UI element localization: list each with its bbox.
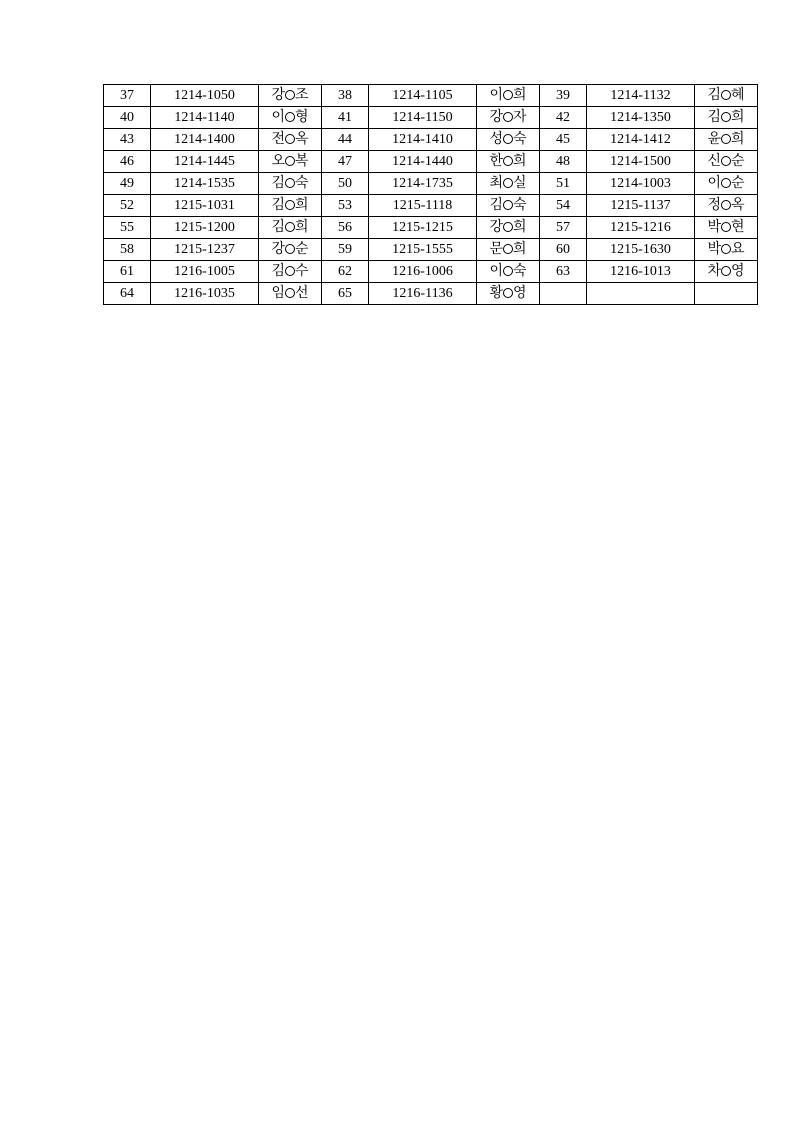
- redaction-circle-icon: [721, 134, 731, 144]
- cell-number: 54: [540, 195, 587, 217]
- cell-id: 1215-1137: [587, 195, 695, 217]
- cell-id: 1214-1105: [369, 85, 477, 107]
- cell-name: [695, 173, 758, 195]
- cell-number: 50: [322, 173, 369, 195]
- cell-number: 63: [540, 261, 587, 283]
- cell-name: [695, 151, 758, 173]
- name-surname: 정: [707, 197, 721, 213]
- redaction-circle-icon: [285, 112, 295, 122]
- cell-name: [259, 85, 322, 107]
- table-row: [104, 239, 758, 261]
- name-surname: 이: [489, 263, 503, 279]
- cell-id: 1216-1005: [151, 261, 259, 283]
- redaction-circle-icon: [503, 134, 513, 144]
- name-surname: 차: [707, 263, 721, 279]
- table-row: [104, 151, 758, 173]
- cell-number: 60: [540, 239, 587, 261]
- cell-name: [477, 283, 540, 305]
- redaction-circle-icon: [503, 200, 513, 210]
- redaction-circle-icon: [503, 156, 513, 166]
- cell-name: [259, 107, 322, 129]
- cell-id: 1215-1200: [151, 217, 259, 239]
- cell-name: [477, 217, 540, 239]
- cell-id: 1214-1140: [151, 107, 259, 129]
- cell-number: 64: [104, 283, 151, 305]
- name-surname: 이: [707, 175, 721, 191]
- name-given: 숙: [513, 263, 527, 279]
- name-given: 형: [295, 109, 309, 125]
- name-given: 희: [513, 87, 527, 103]
- name-surname: 한: [489, 153, 503, 169]
- cell-number: 46: [104, 151, 151, 173]
- cell-name: [477, 261, 540, 283]
- name-surname: 강: [271, 87, 285, 103]
- name-surname: 김: [271, 175, 285, 191]
- cell-name: [259, 195, 322, 217]
- redaction-circle-icon: [285, 200, 295, 210]
- cell-number: 61: [104, 261, 151, 283]
- name-surname: 오: [271, 153, 285, 169]
- participant-table-container: [103, 84, 751, 305]
- name-surname: 강: [271, 241, 285, 257]
- redaction-circle-icon: [503, 112, 513, 122]
- cell-number: 62: [322, 261, 369, 283]
- cell-id: 1214-1400: [151, 129, 259, 151]
- cell-name: [695, 217, 758, 239]
- name-surname: 전: [271, 131, 285, 147]
- cell-name: [695, 85, 758, 107]
- cell-id: 1214-1412: [587, 129, 695, 151]
- redaction-circle-icon: [285, 288, 295, 298]
- table-row: [104, 129, 758, 151]
- cell-id: 1214-1440: [369, 151, 477, 173]
- cell-name: [695, 261, 758, 283]
- cell-name: [695, 239, 758, 261]
- redaction-circle-icon: [503, 244, 513, 254]
- name-given: 희: [731, 109, 745, 125]
- cell-number: 45: [540, 129, 587, 151]
- cell-name: [259, 173, 322, 195]
- cell-id: 1216-1013: [587, 261, 695, 283]
- redaction-circle-icon: [285, 134, 295, 144]
- cell-id: 1215-1555: [369, 239, 477, 261]
- cell-name: [477, 173, 540, 195]
- redaction-circle-icon: [285, 266, 295, 276]
- cell-name: [695, 283, 758, 305]
- redaction-circle-icon: [721, 178, 731, 188]
- cell-name: [695, 195, 758, 217]
- cell-number: 49: [104, 173, 151, 195]
- cell-id: 1214-1050: [151, 85, 259, 107]
- name-given: 자: [513, 109, 527, 125]
- name-surname: 성: [489, 131, 503, 147]
- name-given: 수: [295, 263, 309, 279]
- name-given: 요: [731, 241, 745, 257]
- cell-id: 1215-1630: [587, 239, 695, 261]
- cell-number: 40: [104, 107, 151, 129]
- cell-number: 47: [322, 151, 369, 173]
- name-surname: 강: [489, 219, 503, 235]
- cell-name: [259, 239, 322, 261]
- cell-number: 41: [322, 107, 369, 129]
- redaction-circle-icon: [503, 222, 513, 232]
- table-row: [104, 85, 758, 107]
- redaction-circle-icon: [285, 222, 295, 232]
- name-surname: 김: [489, 197, 503, 213]
- name-given: 혜: [731, 87, 745, 103]
- name-given: 선: [295, 285, 309, 301]
- table-row: [104, 195, 758, 217]
- name-given: 희: [731, 131, 745, 147]
- redaction-circle-icon: [721, 156, 731, 166]
- name-given: 희: [295, 197, 309, 213]
- table-row: [104, 261, 758, 283]
- cell-name: [695, 129, 758, 151]
- name-surname: 박: [707, 219, 721, 235]
- name-surname: 신: [707, 153, 721, 169]
- cell-id: 1214-1500: [587, 151, 695, 173]
- name-given: 숙: [513, 197, 527, 213]
- cell-name: [695, 107, 758, 129]
- redaction-circle-icon: [503, 288, 513, 298]
- cell-id: 1214-1535: [151, 173, 259, 195]
- cell-id: 1216-1136: [369, 283, 477, 305]
- table-row: [104, 107, 758, 129]
- name-given: 순: [731, 153, 745, 169]
- cell-id: 1215-1216: [587, 217, 695, 239]
- name-given: 숙: [295, 175, 309, 191]
- name-given: 희: [513, 241, 527, 257]
- cell-number: 48: [540, 151, 587, 173]
- redaction-circle-icon: [721, 266, 731, 276]
- name-surname: 강: [489, 109, 503, 125]
- cell-name: [259, 261, 322, 283]
- name-given: 실: [513, 175, 527, 191]
- cell-id: 1214-1735: [369, 173, 477, 195]
- cell-id: 1215-1118: [369, 195, 477, 217]
- cell-number: 56: [322, 217, 369, 239]
- redaction-circle-icon: [285, 178, 295, 188]
- redaction-circle-icon: [721, 90, 731, 100]
- cell-name: [477, 129, 540, 151]
- name-surname: 임: [271, 285, 285, 301]
- table-row: [104, 283, 758, 305]
- cell-id: 1214-1003: [587, 173, 695, 195]
- cell-id: 1216-1035: [151, 283, 259, 305]
- redaction-circle-icon: [721, 244, 731, 254]
- cell-number: 38: [322, 85, 369, 107]
- name-given: 옥: [731, 197, 745, 213]
- redaction-circle-icon: [503, 178, 513, 188]
- cell-id: 1215-1215: [369, 217, 477, 239]
- cell-number: 37: [104, 85, 151, 107]
- name-surname: 김: [271, 219, 285, 235]
- name-surname: 윤: [707, 131, 721, 147]
- cell-number: 39: [540, 85, 587, 107]
- cell-number: 42: [540, 107, 587, 129]
- name-surname: 김: [271, 263, 285, 279]
- cell-name: [259, 283, 322, 305]
- cell-number: 59: [322, 239, 369, 261]
- name-given: 현: [731, 219, 745, 235]
- name-surname: 김: [271, 197, 285, 213]
- cell-name: [477, 85, 540, 107]
- cell-name: [477, 239, 540, 261]
- cell-number: 58: [104, 239, 151, 261]
- cell-number: 51: [540, 173, 587, 195]
- name-surname: 이: [271, 109, 285, 125]
- table-body: [104, 85, 758, 305]
- redaction-circle-icon: [721, 200, 731, 210]
- name-surname: 박: [707, 241, 721, 257]
- cell-name: [259, 217, 322, 239]
- table-row: [104, 173, 758, 195]
- name-surname: 문: [489, 241, 503, 257]
- cell-id: [587, 283, 695, 305]
- name-given: 순: [295, 241, 309, 257]
- name-given: 희: [513, 153, 527, 169]
- name-given: 순: [731, 175, 745, 191]
- name-given: 복: [295, 153, 309, 169]
- name-surname: 김: [707, 87, 721, 103]
- name-surname: 황: [489, 285, 503, 301]
- name-given: 조: [295, 87, 309, 103]
- redaction-circle-icon: [285, 244, 295, 254]
- name-surname: 최: [489, 175, 503, 191]
- cell-name: [259, 129, 322, 151]
- cell-name: [259, 151, 322, 173]
- cell-number: 43: [104, 129, 151, 151]
- redaction-circle-icon: [721, 222, 731, 232]
- redaction-circle-icon: [285, 156, 295, 166]
- redaction-circle-icon: [503, 266, 513, 276]
- cell-id: 1216-1006: [369, 261, 477, 283]
- cell-id: 1214-1150: [369, 107, 477, 129]
- cell-id: 1214-1410: [369, 129, 477, 151]
- cell-id: 1215-1237: [151, 239, 259, 261]
- cell-name: [477, 195, 540, 217]
- cell-id: 1214-1132: [587, 85, 695, 107]
- cell-number: 44: [322, 129, 369, 151]
- name-given: 희: [513, 219, 527, 235]
- redaction-circle-icon: [503, 90, 513, 100]
- cell-number: 53: [322, 195, 369, 217]
- name-surname: 김: [707, 109, 721, 125]
- cell-number: 55: [104, 217, 151, 239]
- table-row: [104, 217, 758, 239]
- name-given: 희: [295, 219, 309, 235]
- cell-number: [540, 283, 587, 305]
- cell-id: 1215-1031: [151, 195, 259, 217]
- name-given: 영: [513, 285, 527, 301]
- cell-id: 1214-1445: [151, 151, 259, 173]
- name-given: 옥: [295, 131, 309, 147]
- name-surname: 이: [489, 87, 503, 103]
- redaction-circle-icon: [721, 112, 731, 122]
- cell-number: 52: [104, 195, 151, 217]
- name-given: 숙: [513, 131, 527, 147]
- name-given: 영: [731, 263, 745, 279]
- cell-id: 1214-1350: [587, 107, 695, 129]
- cell-number: 65: [322, 283, 369, 305]
- participant-table: [103, 84, 758, 305]
- redaction-circle-icon: [285, 90, 295, 100]
- cell-name: [477, 107, 540, 129]
- cell-number: 57: [540, 217, 587, 239]
- cell-name: [477, 151, 540, 173]
